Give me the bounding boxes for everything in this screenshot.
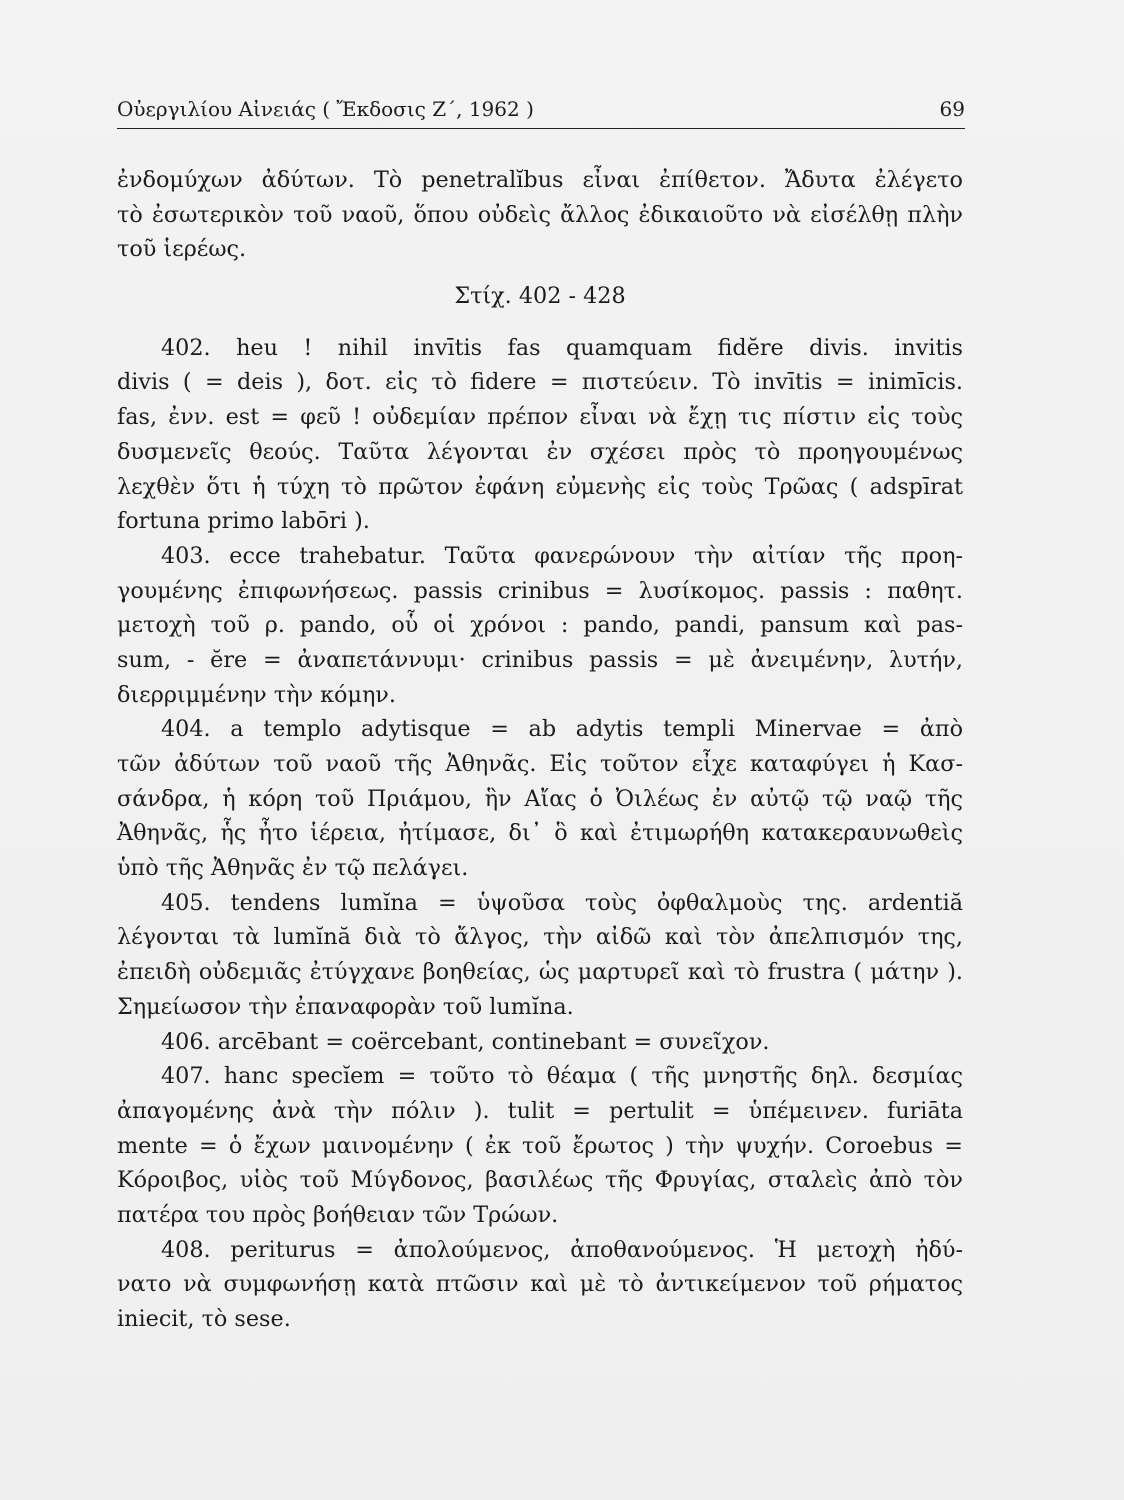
text-line: 406. arcēbant = coërcebant, continebant = συνεῖχον. [161, 1028, 770, 1055]
note-407 [117, 1059, 963, 1232]
text-line: Κόροιβος, υἱὸς τοῦ Μύγδονος, βασιλέως τῆς Φρυγίας, σταλεὶς ἀπὸ τὸν [117, 1167, 963, 1194]
text-line: 404. a templo adytisque = ab adytis templi Minervae = ἀπὸ [161, 716, 963, 743]
text-line: νατο νὰ συμφωνήσῃ κατὰ πτῶσιν καὶ μὲ τὸ ἀντικείμενον τοῦ ρήματος [117, 1271, 963, 1298]
text-line: δυσμενεῖς θεούς. Ταῦτα λέγονται ἐν σχέσει πρὸς τὸ προηγουμένως [117, 438, 963, 465]
text-line: Σημείωσον τὴν ἐπαναφορὰν τοῦ lumĭna. [117, 993, 574, 1020]
note-403 [117, 539, 963, 712]
page-number: 69 [939, 97, 965, 121]
text-line: πατέρα του πρὸς βοήθειαν τῶν Τρώων. [117, 1201, 559, 1228]
text-line: 403. ecce trahebatur. Ταῦτα φανερώνουν τὴν αἰτίαν τῆς προη- [161, 542, 963, 569]
text-line: 407. hanc specĭem = τοῦτο τὸ θέαμα ( τῆς μνηστῆς δηλ. δεσμίας [161, 1063, 963, 1090]
note-404 [117, 712, 963, 885]
text-line: τὸ ἐσωτερικὸν τοῦ ναοῦ, ὅπου οὐδεὶς ἄλλος ἐδικαιοῦτο νὰ εἰσέλθῃ πλὴν [117, 201, 963, 228]
text-line: 405. tendens lumĭna = ὑψοῦσα τοὺς ὀφθαλμοὺς της. ardentiă [161, 889, 963, 916]
running-title: Οὐεργιλίου Αἰνειάς ( Ἔκδοσις Ζ΄, 1962 ) [117, 97, 534, 121]
text-line: ὑπὸ τῆς Ἀθηνᾶς ἐν τῷ πελάγει. [117, 855, 469, 882]
text-line: τῶν ἀδύτων τοῦ ναοῦ τῆς Ἀθηνᾶς. Εἰς τοῦτον εἶχε καταφύγει ἡ Κασ- [117, 751, 963, 777]
text-line: Ἀθηνᾶς, ἧς ἦτο ἱέρεια, ἠτίμασε, δι᾽ ὃ καὶ ἐτιμωρήθη κατακεραυνωθεὶς [117, 820, 963, 847]
note-402 [117, 331, 963, 539]
text-line: mente = ὁ ἔχων μαινομένην ( ἐκ τοῦ ἔρωτος ) τὴν ψυχήν. Coroebus = [117, 1132, 963, 1159]
page-body [117, 163, 963, 1337]
text-line: ἐπειδὴ οὐδεμιᾶς ἐτύγχανε βοηθείας, ὡς μαρτυρεῖ καὶ τὸ frustra ( μάτην ). [117, 959, 963, 986]
text-line: sum, - ĕre = ἀναπετάννυμι· crinibus passis = μὲ ἀνειμένην, λυτήν, [117, 646, 963, 673]
text-line: γουμένης ἐπιφωνήσεως. passis crinibus = λυσίκομος. passis : παθητ. [117, 577, 963, 604]
note-405 [117, 886, 963, 1025]
text-line: fortuna primo labōri ). [117, 508, 370, 535]
text-line: ἀπαγομένης ἀνὰ τὴν πόλιν ). tulit = pertulit = ὑπέμεινεν. furiāta [117, 1097, 963, 1124]
text-line: λέγονται τὰ lumĭnă διὰ τὸ ἄλγος, τὴν αἰδῶ καὶ τὸν ἀπελπισμόν της, [117, 924, 963, 951]
text-line: iniecit, τὸ sese. [117, 1306, 291, 1332]
intro-paragraph [117, 163, 963, 267]
text-line: ἐνδομύχων ἀδύτων. Τὸ penetralĭbus εἶναι ἐπίθετον. Ἄδυτα ἐλέγετο [117, 167, 963, 193]
text-line: 408. periturus = ἀπολούμενος, ἀποθανούμενος. Ἡ μετοχὴ ἠδύ- [161, 1236, 963, 1263]
note-406 [117, 1025, 963, 1060]
text-line: fas, ἐνν. est = φεῦ ! οὐδεμίαν πρέπον εἶναι νὰ ἔχῃ τις πίστιν εἰς τοὺς [117, 404, 963, 431]
section-heading: Στίχ. 402 - 428 [454, 283, 626, 310]
text-line: τοῦ ἱερέως. [117, 236, 247, 263]
note-408 [117, 1233, 963, 1337]
text-line: 402. heu ! nihil invītis fas quamquam fidĕre divis. invitis [161, 334, 963, 361]
text-line: διερριμμένην τὴν κόμην. [117, 681, 396, 708]
text-line: σάνδρα, ἡ κόρη τοῦ Πριάμου, ἣν Αἴας ὁ Ὀιλέως ἐν αὐτῷ τῷ ναῷ τῆς [117, 785, 963, 812]
text-line: λεχθὲν ὅτι ἡ τύχη τὸ πρῶτον ἐφάνη εὐμενὴς εἰς τοὺς Τρῶας ( adspīrat [117, 473, 963, 500]
header-rule [117, 128, 965, 129]
text-line: divis ( = deis ), δοτ. εἰς τὸ fidere = πιστεύειν. Τὸ invītis = inimīcis. [117, 369, 963, 396]
text-line: μετοχὴ τοῦ ρ. pando, οὗ οἱ χρόνοι : pando, pandi, pansum καὶ pas- [117, 612, 963, 639]
